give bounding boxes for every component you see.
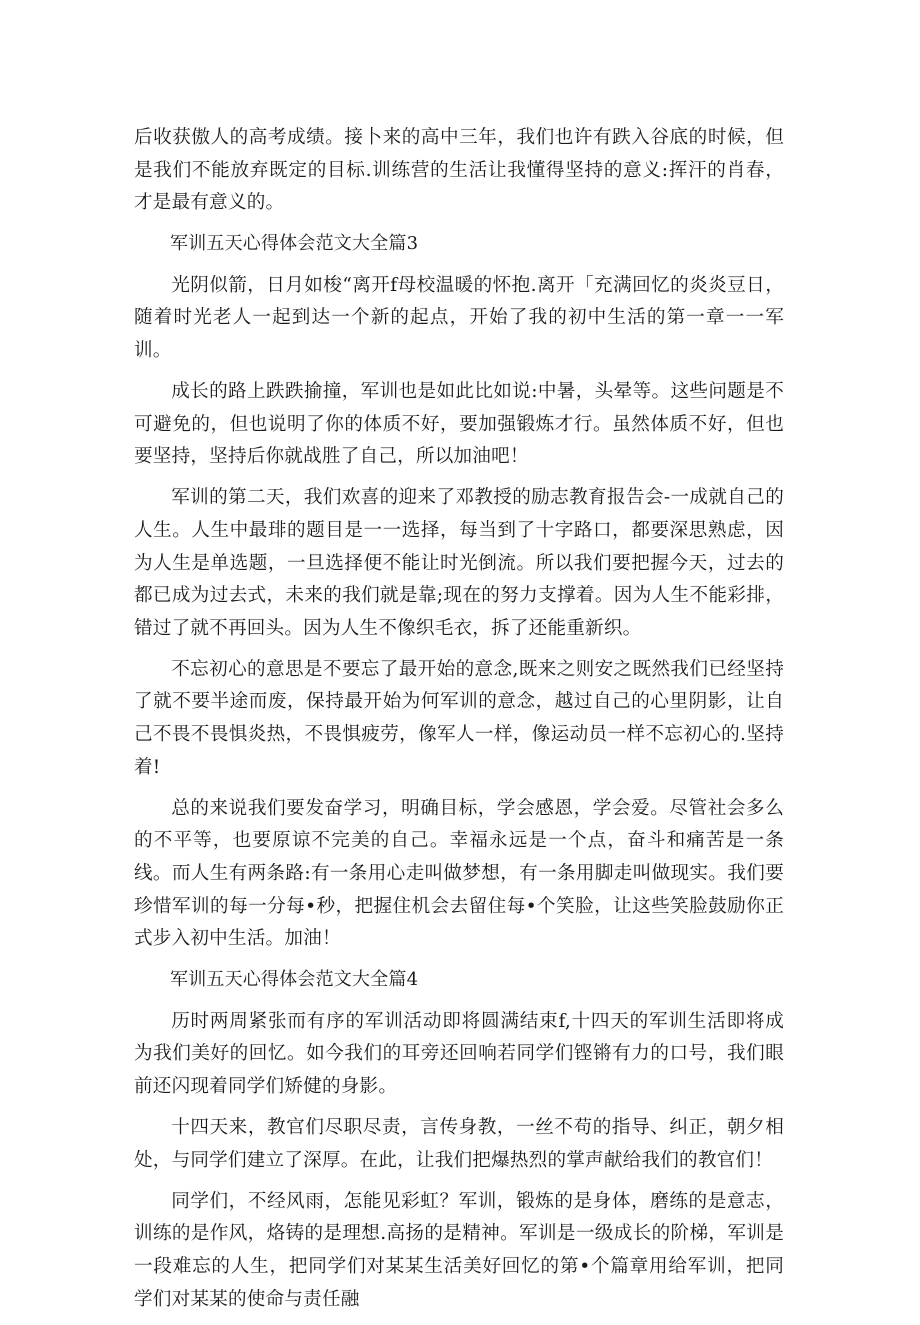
document-body — [134, 122, 784, 1325]
paragraph: 同学们，不经风雨，怎能见彩虹？军训，锻炼的是身体，磨练的是意志，训练的是作风，烙铸的是理想.高扬的是精神。军训是一级成长的阶梯，军训是一段难忘的人生，把同学们对某某生活美好回忆的第•个篇章用给军训，把同学们对某某的使命与责任融 — [134, 1190, 784, 1310]
paragraph: 不忘初心的意思是不要忘了最开始的意念,既来之则安之既然我们已经坚持了就不要半途而废，保持最开始为何军训的意念，越过自己的心里阴影，让自己不畏不畏惧炎热，不畏惧疲劳，像军人一样，像运动员一样不忘初心的.坚持着! — [134, 658, 784, 778]
paragraph-continued: 后收获傲人的高考成绩。接卜来的高中三年，我们也许有跌入谷底的时候，但是我们不能放弃既定的目标.训练营的生活让我懂得坚持的意义:挥汗的肖春，才是最有意义的。 — [134, 127, 784, 214]
paragraph: 成长的路上跌跌揄撞，军训也是如此比如说:中暑，头晕等。这些问题是不可避免的，但也说明了你的体质不好，要加强锻炼才行。虽然体质不好，但也要坚持，坚持后你就战胜了自己，所以加油吧！ — [134, 380, 784, 468]
section-heading-4: 军训五天心得体会范文大全篇4 — [170, 969, 419, 991]
section-heading-3: 军训五天心得体会范文大全篇3 — [170, 233, 419, 255]
paragraph: 总的来说我们要发奋学习，明确目标，学会感恩，学会爱。尽管社会多么的不平等，也要原谅不完美的自己。幸福永远是一个点，奋斗和痛苦是一条线。而人生有两条路:有一条用心走叫做梦想，有一条用脚走叫做现实。我们要珍惜军训的每一分每•秒，把握住机会去留住每•个笑脸，让这些笑脸鼓励你正式步入初中生活。加油！ — [134, 797, 784, 950]
paragraph: 历时两周紧张而有序的军训活动即将圆满结束f,十四天的军训生活即将成为我们美好的回忆。如今我们的耳旁还回响若同学们铿锵有力的口号，我们眼前还闪现着同学们矫健的身影。 — [134, 1010, 784, 1097]
paragraph: 十四天来，教官们尽职尽责，言传身教，一丝不苟的指导、纠正，朝夕相处，与同学们建立了深厚。在此，让我们把爆热烈的掌声献给我们的教官们！ — [134, 1116, 784, 1171]
paragraph: 光阴似箭，日月如梭“离开f母校温暖的怀抱.离开「充满回忆的炎炎豆日，随着时光老人一起到达一个新的起点，开始了我的初中生活的第一章一一军训。 — [134, 274, 784, 361]
paragraph: 军训的第二天，我们欢喜的迎来了邓教授的励志教育报告会-一成就自己的人生。人生中最琲的题目是一一选择，每当到了十字路口，都要深思熟虑，因为人生是单选题，一旦选择便不能让时光倒流。所以我们要把握今天，过去的都已成为过去式，未来的我们就是靠;现在的努力支撑着。因为人生不能彩排，错过了就不再回头。因为人生不像织毛衣，拆了还能重新织。 — [134, 487, 784, 639]
